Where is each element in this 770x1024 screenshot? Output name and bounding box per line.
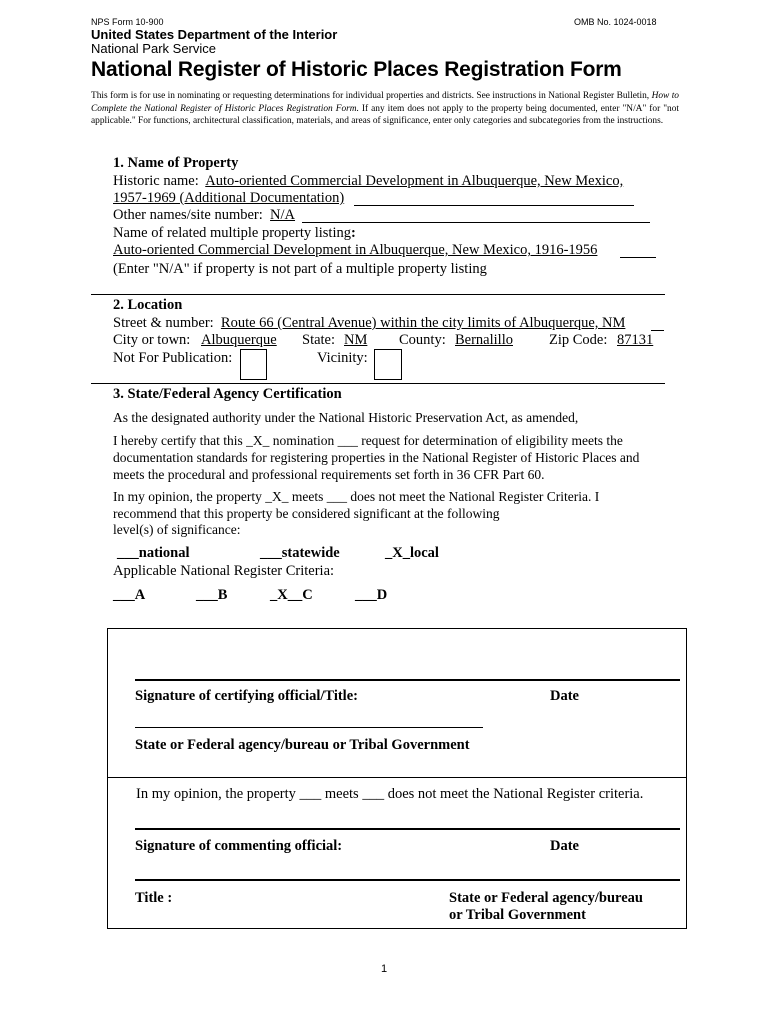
county-value: Bernalillo xyxy=(455,332,513,348)
historic-name-value-1: Auto-oriented Commercial Development in Albuquerque, New Mexico, xyxy=(205,173,624,189)
intro-paragraph xyxy=(91,90,679,128)
level-local[interactable]: _X_local xyxy=(385,545,439,561)
other-names-label: Other names/site number: xyxy=(113,207,263,223)
agency-signature-line[interactable] xyxy=(135,727,483,728)
opinion-line-2: recommend that this property be considered significant at the following xyxy=(113,506,500,521)
opinion-line-1: In my opinion, the property _X_ meets ___ does not meet the National Register Criteria. I xyxy=(113,489,600,504)
section-divider-2 xyxy=(91,383,665,384)
certify-line-2: documentation standards for registering properties in the National Register of Historic Places and xyxy=(113,450,640,465)
not-for-publication-label: Not For Publication: xyxy=(113,350,233,366)
criteria-a[interactable]: ___A xyxy=(113,587,146,603)
historic-name-value-2: 1957-1969 (Additional Documentation) xyxy=(113,190,345,206)
zip-value: 87131 xyxy=(617,332,654,348)
agency-name: National Park Service xyxy=(91,41,216,56)
related-listing-label: Name of related multiple property listing xyxy=(113,225,351,241)
certifying-signature-line[interactable] xyxy=(135,679,680,681)
section2-heading: 2. Location xyxy=(113,297,183,313)
commenting-opinion-text: In my opinion, the property ___ meets ___ does not meet the National Register criteria. xyxy=(136,786,644,802)
section-divider-1 xyxy=(91,294,665,295)
opinion-line-3: level(s) of significance: xyxy=(113,522,241,537)
certify-line-3: meets the procedural and professional requirements set forth in 36 CFR Part 60. xyxy=(113,467,545,482)
bulletin-title: How to Complete the National Register of Historic Places Registration Form. xyxy=(91,91,679,114)
other-names-row xyxy=(113,207,295,224)
city-label: City or town: xyxy=(113,332,191,348)
authority-text: As the designated authority under the National Historic Preservation Act, as amended, xyxy=(113,410,579,425)
related-listing-value: Auto-oriented Commercial Development in Albuquerque, New Mexico, 1916-1956 xyxy=(113,242,598,258)
commenting-signature-line[interactable] xyxy=(135,828,680,830)
title-signature-line[interactable] xyxy=(135,879,680,881)
criteria-c[interactable]: _X__C xyxy=(270,587,313,603)
related-listing-note: (Enter "N/A" if property is not part of a multiple property listing xyxy=(113,261,487,277)
agency-bureau-label-2a: State or Federal agency/bureau xyxy=(449,890,643,906)
not-for-publication-checkbox[interactable] xyxy=(240,349,267,380)
signature-box xyxy=(107,628,687,929)
criteria-label: Applicable National Register Criteria: xyxy=(113,563,335,579)
historic-name-row-2 xyxy=(113,190,344,207)
street-label: Street & number: xyxy=(113,315,214,331)
section3-heading: 3. State/Federal Agency Certification xyxy=(113,386,342,402)
street-value: Route 66 (Central Avenue) within the city limits of Albuquerque, NM xyxy=(220,315,626,331)
date-label-2: Date xyxy=(550,838,579,854)
street-row xyxy=(113,315,625,332)
level-national[interactable]: ___national xyxy=(117,545,190,561)
criteria-b[interactable]: ___B xyxy=(196,587,228,603)
related-listing-value-row xyxy=(113,242,597,259)
intro-text-2: If any item does not apply to the property being documented, enter "N/A" for "not applicable." For functions, architectural classification, materials, and areas of significance, enter only categories and subcategories from the instructions. xyxy=(91,103,680,127)
historic-name-label: Historic name: xyxy=(113,173,199,189)
county-label: County: xyxy=(399,332,446,348)
date-label-1: Date xyxy=(550,688,579,704)
related-listing-label-row xyxy=(113,225,356,242)
agency-bureau-label-2b: or Tribal Government xyxy=(449,907,586,923)
certify-line-1: I hereby certify that this _X_ nomination ___ request for determination of eligibility meets the xyxy=(113,433,623,448)
section1-heading: 1. Name of Property xyxy=(113,155,239,171)
certifying-official-label: Signature of certifying official/Title: xyxy=(135,688,358,704)
state-value: NM xyxy=(344,332,368,348)
page-number: 1 xyxy=(381,963,388,975)
related-listing-colon: : xyxy=(350,225,356,241)
vicinity-checkbox[interactable] xyxy=(374,349,402,380)
criteria-d[interactable]: ___D xyxy=(355,587,388,603)
zip-label: Zip Code: xyxy=(549,332,608,348)
intro-text-1: This form is for use in nominating or requesting determinations for individual properties and districts. See instructions in National Register Bulletin, xyxy=(91,91,652,101)
city-value: Albuquerque xyxy=(201,332,277,348)
title-label: Title : xyxy=(135,890,173,906)
historic-name-row xyxy=(113,173,623,190)
page-title: National Register of Historic Places Registration Form xyxy=(91,58,622,81)
form-number: NPS Form 10-900 xyxy=(91,17,164,27)
other-names-value: N/A xyxy=(270,207,296,223)
agency-bureau-label: State or Federal agency/bureau or Tribal Government xyxy=(135,737,470,753)
level-statewide[interactable]: ___statewide xyxy=(260,545,340,561)
department-name: United States Department of the Interior xyxy=(91,27,338,42)
commenting-official-label: Signature of commenting official: xyxy=(135,838,343,854)
omb-number: OMB No. 1024-0018 xyxy=(574,17,657,27)
state-label: State: xyxy=(302,332,336,348)
vicinity-label: Vicinity: xyxy=(317,350,368,366)
signature-box-divider xyxy=(107,777,686,778)
